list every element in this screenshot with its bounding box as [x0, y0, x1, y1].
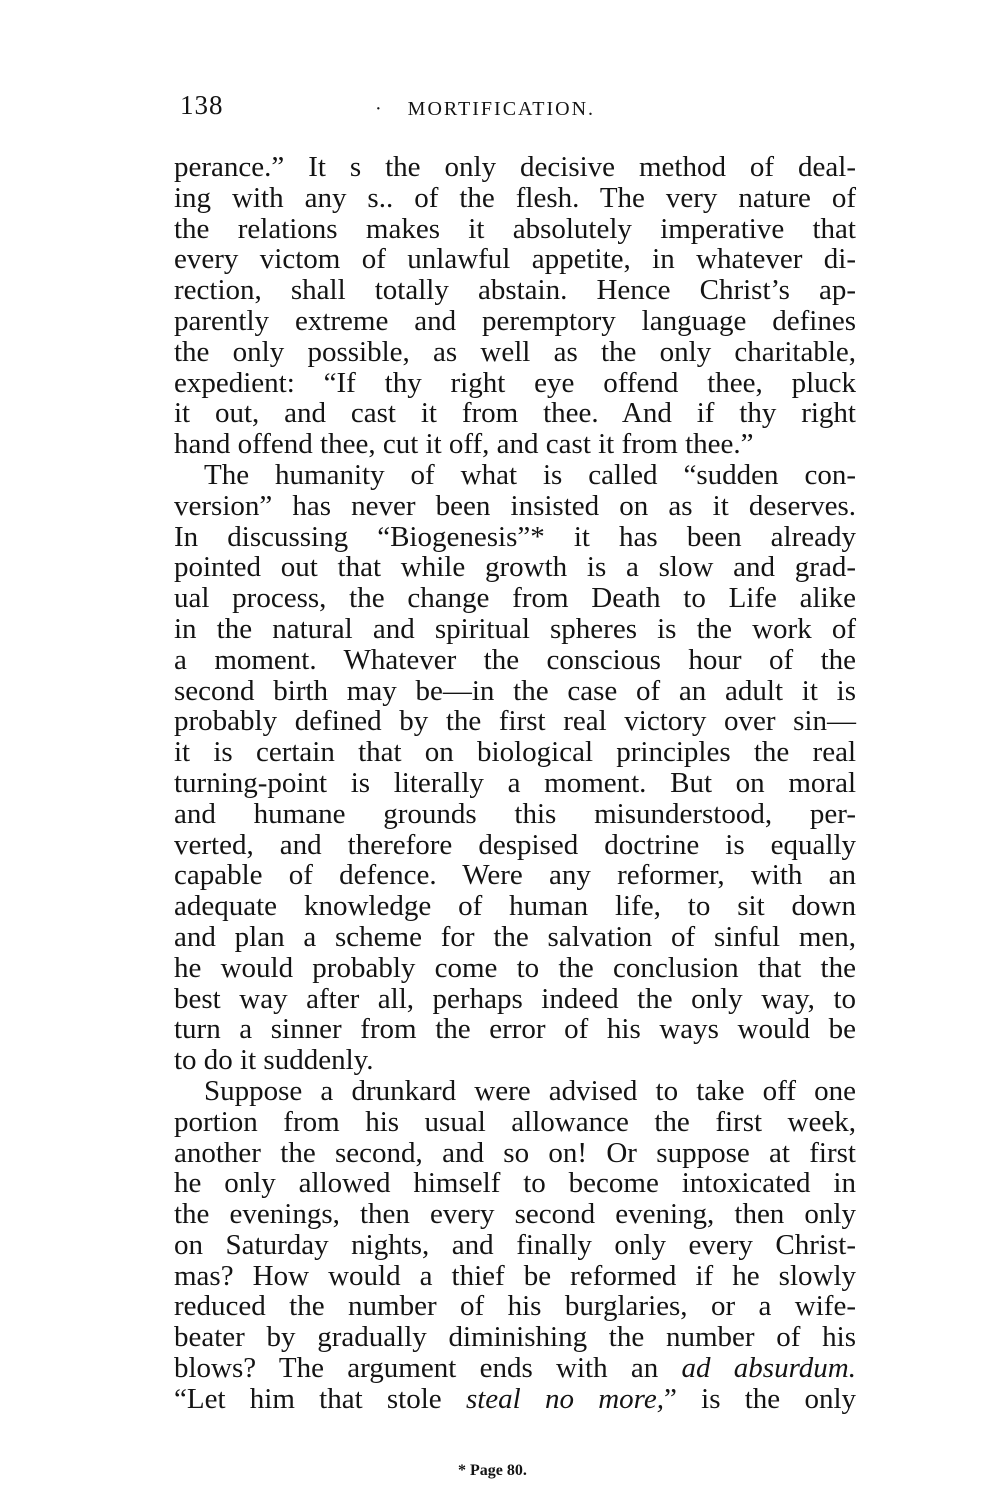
- text-line: Suppose a drunkard were advised to take off one: [204, 1074, 856, 1107]
- text-line: portion from his usual allowance the first week,: [174, 1105, 856, 1138]
- running-head-title: MORTIFICATION.: [407, 98, 596, 120]
- text-line: turn a sinner from the error of his ways would be: [174, 1013, 856, 1046]
- text-line: it is certain that on biological principles the real: [174, 736, 856, 769]
- text-line: the evenings, then every second evening, then only: [174, 1198, 856, 1231]
- running-head-dot: ·: [375, 98, 384, 120]
- text-line: beater by gradually diminishing the number of his: [174, 1321, 856, 1354]
- text-line: in the natural and spiritual spheres is the work of: [174, 612, 856, 645]
- text-line: the only possible, as well as the only charitable,: [174, 335, 856, 368]
- text-line: verted, and therefore despised doctrine is equally: [174, 828, 856, 861]
- page-number: 138: [180, 90, 224, 120]
- text-line: and humane grounds this misunderstood, per-: [174, 797, 856, 830]
- text-line: the relations makes it absolutely imperative that: [174, 212, 856, 245]
- running-head: [375, 98, 595, 121]
- text-line: to do it suddenly.: [174, 1044, 374, 1077]
- text-line: on Saturday nights, and finally only every Christ-: [174, 1228, 856, 1261]
- text-line: pointed out that while growth is a slow and grad-: [174, 551, 856, 584]
- text-line: parently extreme and peremptory language defines: [174, 304, 856, 337]
- text-line: turning-point is literally a moment. But on moral: [174, 766, 856, 799]
- text-line: he would probably come to the conclusion that the: [174, 951, 856, 984]
- text-line: probably defined by the first real victory over sin—: [174, 705, 856, 738]
- text-line: he only allowed himself to become intoxicated in: [174, 1167, 856, 1200]
- text-line-italic-steal: [174, 1384, 856, 1415]
- text-line: second birth may be—in the case of an adult it is: [174, 674, 856, 707]
- text-line: capable of defence. Were any reformer, with an: [174, 859, 856, 892]
- italic-phrase: ad absurdum.: [681, 1352, 856, 1385]
- text-line: ing with any s.. of the flesh. The very nature of: [174, 181, 856, 214]
- text-line: version” has never been insisted on as it deserves.: [174, 489, 856, 522]
- italic-phrase: steal no more,: [465, 1382, 665, 1415]
- footnote: * Page 80.: [458, 1462, 527, 1479]
- text-line: rection, shall totally abstain. Hence Christ’s ap-: [174, 274, 856, 307]
- body-text: [174, 152, 856, 1415]
- text-line: mas? How would a thief be reformed if he slowly: [174, 1259, 856, 1292]
- text-line: hand offend thee, cut it off, and cast it from thee.”: [174, 428, 754, 461]
- text-line: every victom of unlawful appetite, in whatever di-: [174, 243, 856, 276]
- text-line: adequate knowledge of human life, to sit down: [174, 890, 856, 923]
- text-line: best way after all, perhaps indeed the only way, to: [174, 982, 856, 1015]
- text-line: reduced the number of his burglaries, or a wife-: [174, 1290, 856, 1323]
- text-segment: ” is the only: [664, 1382, 857, 1415]
- text-line: another the second, and so on! Or suppose at first: [174, 1136, 856, 1169]
- text-line: In discussing “Biogenesis”* it has been already: [174, 520, 856, 553]
- text-line: expedient: “If thy right eye offend thee, pluck: [174, 366, 856, 399]
- text-line: perance.” It s the only decisive method of deal-: [174, 151, 856, 183]
- text-line: and plan a scheme for the salvation of sinful men,: [174, 920, 856, 953]
- text-segment: “Let him that stole: [174, 1382, 466, 1415]
- text-line: ual process, the change from Death to Life alike: [174, 582, 856, 615]
- text-line: a moment. Whatever the conscious hour of the: [174, 643, 856, 676]
- text-line: it out, and cast it from thee. And if thy right: [174, 397, 856, 430]
- text-segment: blows? The argument ends with an: [174, 1352, 682, 1385]
- text-line: The humanity of what is called “sudden con-: [204, 458, 856, 491]
- text-line-italic-ad-absurdum: [174, 1353, 856, 1384]
